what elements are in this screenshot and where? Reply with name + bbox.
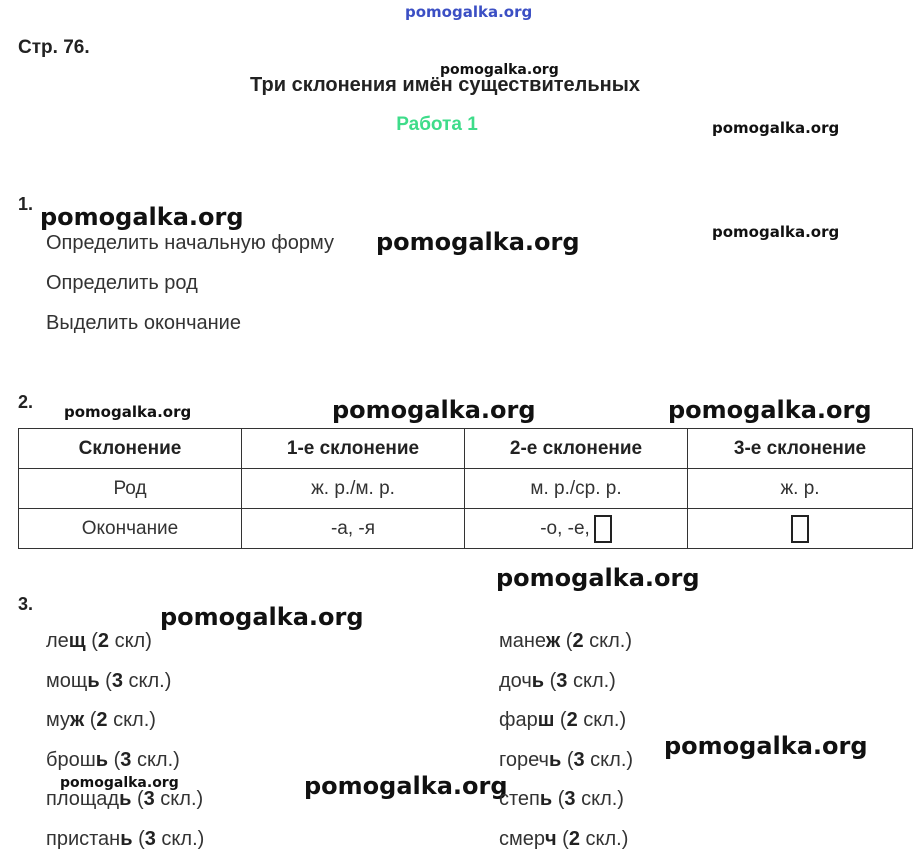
- table-row-gender: [19, 469, 913, 509]
- step-3: Выделить окончание: [46, 312, 241, 334]
- zero-ending-box: [791, 515, 809, 543]
- table-cell: -а, -я: [242, 509, 465, 549]
- word-ending: ж: [69, 709, 85, 731]
- word-item: [46, 670, 171, 693]
- declension-number: 2: [97, 630, 110, 652]
- table-cell: Род: [19, 469, 242, 509]
- word-item: [46, 709, 156, 732]
- declension-abbr: скл.): [577, 709, 627, 731]
- declension-number: 3: [144, 827, 156, 850]
- step-2: Определить род: [46, 272, 198, 294]
- word-stem: площад: [46, 788, 120, 810]
- table-header-cell: Склонение: [19, 429, 242, 469]
- declension-number: 2: [572, 630, 584, 652]
- declension-abbr: скл): [109, 630, 152, 652]
- watermark-right-1: pomogalka.org: [712, 119, 840, 137]
- watermark-sec2-right: pomogalka.org: [668, 396, 872, 424]
- word-item: [499, 828, 628, 851]
- declension-abbr: скл.): [107, 709, 156, 731]
- word-item: [46, 828, 204, 851]
- word-ending: ш: [537, 709, 555, 731]
- section-3-number: 3.: [18, 594, 34, 614]
- word-ending: ь: [120, 827, 133, 850]
- table-header-cell: 2-е склонение: [465, 429, 688, 469]
- page-title: Три склонения имён существительных: [250, 74, 640, 96]
- table-header-row: [19, 429, 913, 469]
- word-stem: мане: [499, 630, 547, 652]
- declension-number: 3: [556, 669, 568, 692]
- declension-abbr: скл.): [122, 669, 172, 692]
- declension-abbr: скл.): [575, 788, 624, 810]
- word-item: [46, 630, 152, 653]
- declension-number: 3: [120, 748, 132, 771]
- watermark-big-mid-1: pomogalka.org: [376, 228, 580, 256]
- watermark-big-1: pomogalka.org: [40, 203, 244, 231]
- word-item: [499, 630, 632, 653]
- word-ending: ь: [119, 788, 132, 810]
- watermark-sec3-mid: pomogalka.org: [304, 772, 508, 800]
- word-ending: ь: [531, 669, 545, 692]
- table-header-cell: 3-е склонение: [688, 429, 913, 469]
- watermark-sec2-small: pomogalka.org: [64, 403, 192, 421]
- word-paren: (: [560, 630, 573, 652]
- word-ending: ь: [548, 748, 562, 771]
- word-ending: ь: [95, 748, 109, 771]
- watermark-right-2: pomogalka.org: [712, 223, 840, 241]
- table-header-cell: 1-е склонение: [242, 429, 465, 469]
- declension-number: 3: [143, 788, 155, 810]
- section-1-number: 1.: [18, 194, 34, 214]
- word-stem: му: [46, 709, 70, 731]
- word-stem: ле: [46, 630, 69, 652]
- watermark-sec3-right-2: pomogalka.org: [664, 732, 868, 760]
- word-stem: доч: [499, 669, 532, 692]
- word-ending: ч: [545, 827, 557, 850]
- table-cell: [688, 509, 913, 549]
- table-cell: Окончание: [19, 509, 242, 549]
- declension-abbr: скл.): [154, 788, 204, 810]
- table-cell: [465, 509, 688, 549]
- word-item: [499, 670, 616, 693]
- declension-abbr: скл.): [131, 748, 180, 771]
- word-paren: (: [554, 709, 567, 731]
- word-paren: (: [131, 788, 144, 810]
- word-paren: (: [561, 748, 574, 771]
- word-paren: (: [552, 788, 565, 810]
- word-item: [499, 749, 633, 772]
- word-ending: ь: [87, 669, 100, 692]
- watermark-title-small: pomogalka.org: [440, 62, 559, 78]
- step-1: Определить начальную форму: [46, 232, 334, 254]
- word-stem: фар: [499, 709, 538, 731]
- word-ending: ж: [546, 630, 561, 652]
- word-stem: гореч: [499, 748, 549, 771]
- word-stem: брош: [46, 748, 96, 771]
- word-paren: (: [85, 630, 98, 652]
- word-item: [499, 709, 626, 732]
- word-stem: пристан: [46, 827, 121, 850]
- table-row-ending: [19, 509, 913, 549]
- declension-number: 2: [568, 827, 580, 850]
- table-cell: м. р./ср. р.: [465, 469, 688, 509]
- watermark-sec3-left: pomogalka.org: [160, 603, 364, 631]
- declension-abbr: скл.): [584, 748, 634, 771]
- word-item: [46, 749, 180, 772]
- word-paren: (: [84, 709, 97, 731]
- watermark-sec2-mid: pomogalka.org: [332, 396, 536, 424]
- word-stem: степ: [499, 788, 540, 810]
- section-2-number: 2.: [18, 392, 34, 412]
- word-paren: (: [99, 669, 112, 692]
- declension-number: 3: [573, 748, 585, 771]
- zero-ending-box: [594, 515, 612, 543]
- declension-abbr: скл.): [583, 630, 632, 652]
- word-item: [46, 788, 203, 811]
- word-paren: (: [132, 827, 145, 850]
- watermark-sec3-right: pomogalka.org: [496, 564, 700, 592]
- word-ending: ь: [539, 788, 553, 810]
- declension-table: [18, 428, 913, 549]
- word-paren: (: [108, 748, 121, 771]
- declension-abbr: скл.): [567, 669, 616, 692]
- declension-abbr: скл.): [579, 827, 629, 850]
- declension-number: 2: [96, 709, 108, 731]
- watermark-top: pomogalka.org: [405, 3, 533, 21]
- declension-number: 3: [111, 669, 123, 692]
- table-cell: ж. р./м. р.: [242, 469, 465, 509]
- word-ending: щ: [68, 630, 86, 652]
- watermark-sec3-small: pomogalka.org: [60, 775, 179, 791]
- declension-number: 2: [566, 709, 578, 731]
- table-cell: ж. р.: [688, 469, 913, 509]
- word-stem: мощ: [46, 669, 88, 692]
- word-paren: (: [544, 669, 557, 692]
- page-reference: Стр. 76.: [18, 37, 90, 58]
- declension-abbr: скл.): [155, 827, 205, 850]
- word-paren: (: [556, 827, 569, 850]
- word-stem: смер: [499, 827, 545, 850]
- page-subtitle: Работа 1: [396, 114, 478, 135]
- word-item: [499, 788, 624, 811]
- declension-number: 3: [564, 788, 576, 810]
- ending-text: -о, -е,: [540, 517, 590, 539]
